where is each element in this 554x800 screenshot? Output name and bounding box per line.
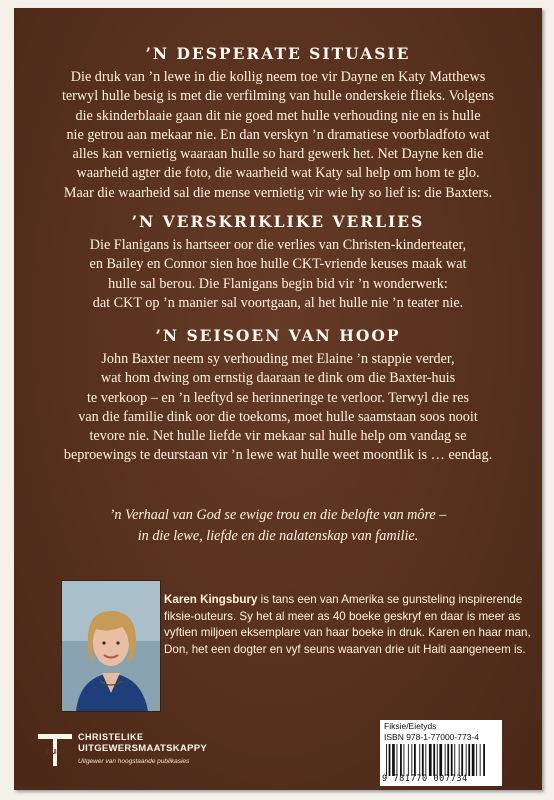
section-paragraph <box>14 68 542 203</box>
publisher-logo-icon <box>36 730 74 768</box>
author-bio <box>164 592 534 658</box>
publisher-logo-text: cum <box>45 746 65 756</box>
genre-category: Fiksie/Eietyds <box>384 721 437 731</box>
paragraph-line: en Bailey en Connor sien hoe hulle CKT-vriende keuses maak wat <box>89 256 467 273</box>
quote-line: ’n Verhaal van God se ewige trou en die belofte van môre – <box>109 507 447 523</box>
author-bio-text: is tans een van Amerika se gunsteling inspirerende fiksie-outeurs. Sy het al meer as 40 boeke geskryf en daar is meer as vyftien miljoen eksemplare van haar boeke in druk. Karen en haar man, Don, het een dogter en vyf seuns waarvan drie uit Haiti aangeneem is. <box>164 593 531 656</box>
isbn-barcode-label <box>380 720 502 786</box>
paragraph-line: John Baxter neem sy verhouding met Elaine ’n stappie verder, <box>101 351 455 367</box>
author-name: Karen Kingsbury <box>164 593 258 606</box>
section-heading: ’N SEISOEN VAN HOOP <box>155 326 401 345</box>
back-cover <box>14 8 542 790</box>
author-portrait-image <box>62 581 160 711</box>
author-photo <box>61 580 161 712</box>
paragraph-line: Die Flanigans is hartseer oor die verlies van Christen-kinderteater, <box>89 237 467 253</box>
section-heading: ’N VERSKRIKLIKE VERLIES <box>131 212 425 231</box>
paragraph-line: te verkoop – en ’n leeftyd se herinneringe te verloor. Terwyl die res <box>86 389 470 406</box>
paragraph-line: Maar die waarheid sal die mense vernietig vir wie hy so lief is: die Baxters. <box>63 184 493 201</box>
barcode-digits: 9 781770 007734 <box>382 774 468 784</box>
paragraph-line: alles kan vernietig waaraan hulle so hard gewerk het. Net Dayne ken die <box>72 146 484 163</box>
quote-line: in die lewe, liefde en die nalatenskap van familie. <box>137 528 419 544</box>
quote-paragraph <box>14 505 542 547</box>
paragraph-line: terwyl hulle besig is met die verfilming van hulle onderskeie flieks. Volgens <box>61 88 495 105</box>
paragraph-line: van die familie dink oor die toekoms, moet hulle saamstaan soos nooit <box>78 408 478 425</box>
publisher-tagline: Uitgewer van hoogstaande publikasies <box>78 758 190 765</box>
section-paragraph <box>14 350 542 466</box>
publisher-name-line1: CHRISTELIKE <box>78 732 144 742</box>
section-desperate-situasie <box>14 44 542 203</box>
tagline-quote <box>14 505 542 547</box>
paragraph-line: hulle sal berou. Die Flanigans begin bid vir ’n wonderwerk: <box>108 275 448 292</box>
paragraph-line: wat hom dwing om ernstig daaraan te dink om die Baxter-huis <box>100 370 456 387</box>
section-heading: ’N DESPERATE SITUASIE <box>145 44 411 63</box>
isbn-number: ISBN 978-1-77000-773-4 <box>384 732 479 742</box>
barcode-icon <box>384 744 498 776</box>
publisher-name-line2: UITGEWERSMAATSKAPPY <box>78 743 208 754</box>
paragraph-line: beproewings te deurstaan vir ’n lewe wat hulle weet moontlik is … eendag. <box>63 447 493 464</box>
publisher-block <box>36 728 236 778</box>
paragraph-line: waarheid agter die foto, die waarheid wat Katy sal help om hom te glo. <box>76 165 480 182</box>
paragraph-line: tevore nie. Net hulle liefde vir mekaar sal hulle help om vandag se <box>89 428 467 445</box>
paragraph-line: Die druk van ’n lewe in die kollig neem toe vir Dayne en Katy Matthews <box>70 69 486 85</box>
section-paragraph <box>14 236 542 313</box>
paragraph-line: dat CKT op ’n manier sal voortgaan, al het hulle nie ’n teater nie. <box>92 294 464 311</box>
section-verskriklike-verlies <box>14 212 542 313</box>
paragraph-line: nie getrou aan mekaar nie. En dan verskyn ’n dramatiese voorbladfoto wat <box>66 126 490 143</box>
paragraph-line: die skinderblaaie gaan dit nie goed met hulle verhouding nie en is hulle <box>75 107 481 124</box>
section-seisoen-van-hoop <box>14 326 542 466</box>
